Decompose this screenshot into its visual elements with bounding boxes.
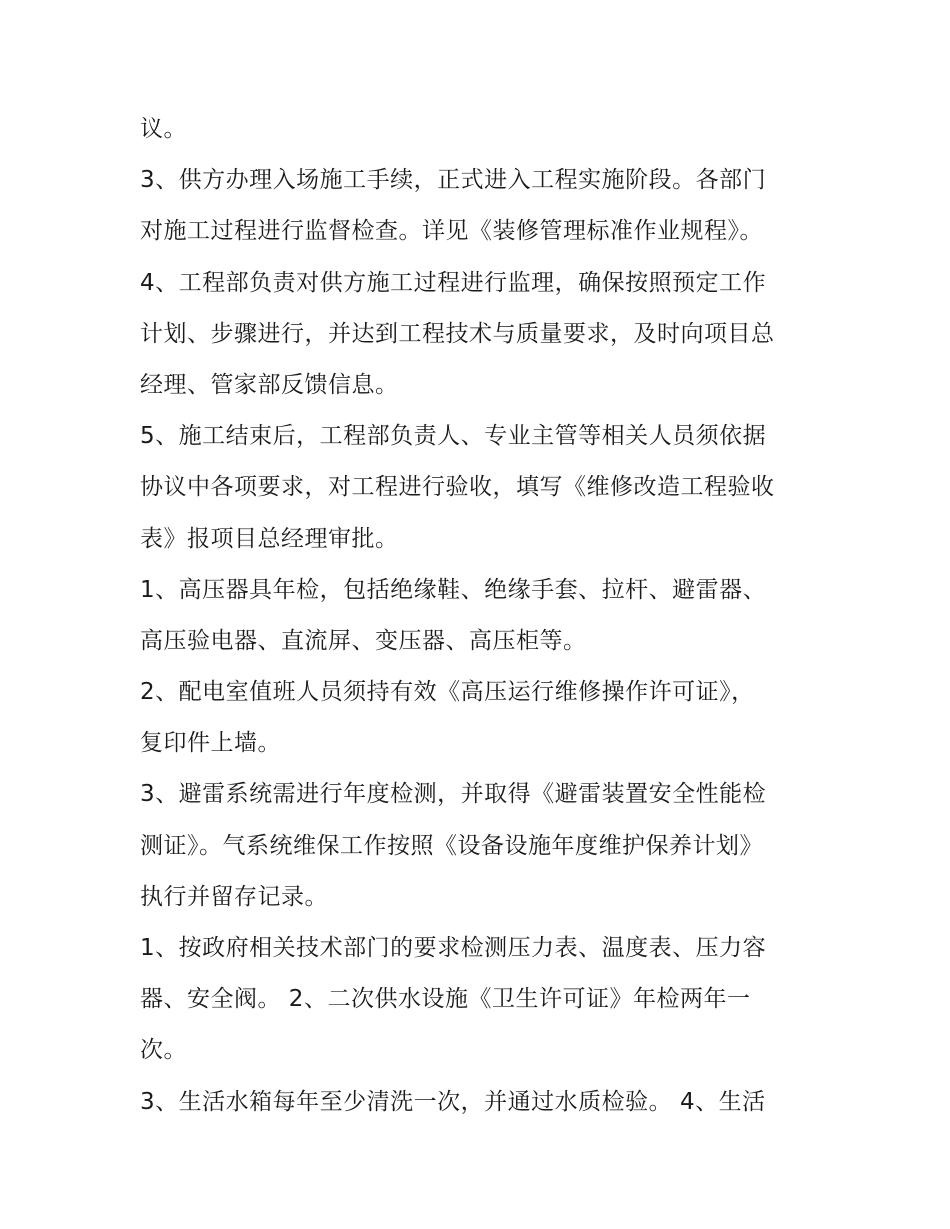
text-line: 测证》。气系统维保工作按照《设备设施年度维护保养计划》 (140, 832, 763, 859)
text-line: 2、配电室值班人员须持有效《高压运行维修操作许可证》， (140, 679, 755, 706)
text-line: 协议中各项要求，对工程进行验收，填写《维修改造工程验收 (140, 474, 775, 501)
text-line: 次。 (140, 1037, 187, 1064)
text-line: 复印件上墙。 (140, 730, 281, 757)
text-line: 器、安全阀。 2、二次供水设施《卫生许可证》年检两年一 (140, 986, 751, 1013)
text-line: 3、供方办理入场施工手续，正式进入工程实施阶段。各部门 (140, 167, 767, 194)
text-line: 经理、管家部反馈信息。 (140, 371, 399, 398)
text-line: 1、按政府相关技术部门的要求检测压力表、温度表、压力容 (140, 935, 767, 961)
text-line: 表》报项目总经理审批。 (140, 525, 399, 552)
document-body (140, 107, 820, 1131)
text-line: 3、生活水箱每年至少清洗一次，并通过水质检验。 4、生活 (140, 1088, 766, 1115)
text-line: 对施工过程进行监督检查。详见《装修管理标准作业规程》。 (140, 218, 763, 245)
text-line: 执行并留存记录。 (140, 883, 328, 910)
text-line: 4、工程部负责对供方施工过程进行监理，确保按照预定工作 (140, 269, 767, 296)
text-line: 1、高压器具年检，包括绝缘鞋、绝缘手套、拉杆、避雷器、 (140, 576, 767, 603)
text-line: 高压验电器、直流屏、变压器、高压柜等。 (140, 627, 587, 654)
text-line: 5、施工结束后，工程部负责人、专业主管等相关人员须依据 (140, 423, 767, 450)
text-line: 3、避雷系统需进行年度检测，并取得《避雷装置安全性能检 (140, 781, 767, 808)
text-line: 议。 (140, 116, 187, 142)
text-line: 计划、步骤进行，并达到工程技术与质量要求，及时向项目总 (140, 320, 775, 347)
